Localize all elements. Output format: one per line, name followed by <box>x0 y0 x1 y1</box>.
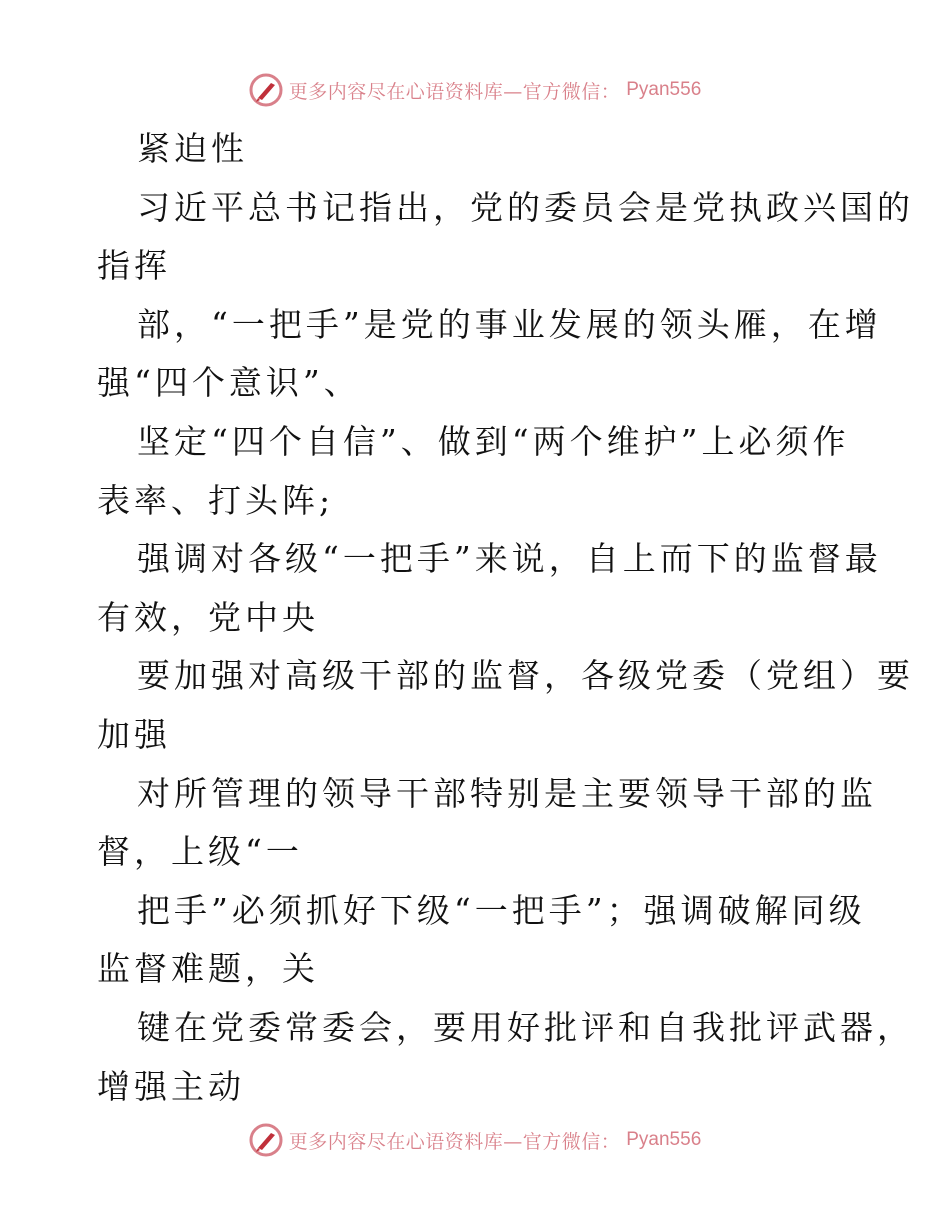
text-line: 部，“一把手”是党的事业发展的领头雁，在增 <box>137 304 882 344</box>
text-line: 强“四个意识”、 <box>97 363 361 403</box>
banner-text: 更多内容尽在心语资料库—官方微信： <box>288 80 621 103</box>
footer-banner <box>0 1120 950 1160</box>
header-banner <box>0 70 950 110</box>
text-line: 坚定“四个自信”、做到“两个维护”上必须作 <box>137 421 850 461</box>
text-line: 表率、打头阵; <box>97 480 335 520</box>
banner-account: Pyan556 <box>626 1129 702 1150</box>
text-line: 监督难题，关 <box>97 949 319 989</box>
text-line: 紧迫性 <box>137 129 248 168</box>
text-line: 对所管理的领导干部特别是主要领导干部的监 <box>137 773 877 813</box>
text-line: 键在党委常委会，要用好批评和自我批评武器， <box>137 1007 914 1047</box>
text-line: 强调对各级“一把手”来说，自上而下的监督最 <box>137 539 882 579</box>
text-line: 指挥 <box>97 246 171 286</box>
quill-pen-logo-icon <box>249 73 283 107</box>
document-body <box>97 120 914 1116</box>
text-line: 把手”必须抓好下级“一把手”；强调破解同级 <box>137 890 866 930</box>
text-line: 习近平总书记指出，党的委员会是党执政兴国的 <box>137 187 914 227</box>
text-line: 要加强对高级干部的监督，各级党委（党组）要 <box>137 656 914 696</box>
text-line: 督，上级“一 <box>97 832 303 872</box>
text-line: 增强主动 <box>97 1066 245 1106</box>
text-line: 加强 <box>97 714 171 754</box>
text-line: 有效，党中央 <box>97 597 319 637</box>
banner-text: 更多内容尽在心语资料库—官方微信： <box>288 1130 621 1153</box>
quill-pen-logo-icon <box>249 1123 283 1157</box>
banner-account: Pyan556 <box>626 79 702 100</box>
